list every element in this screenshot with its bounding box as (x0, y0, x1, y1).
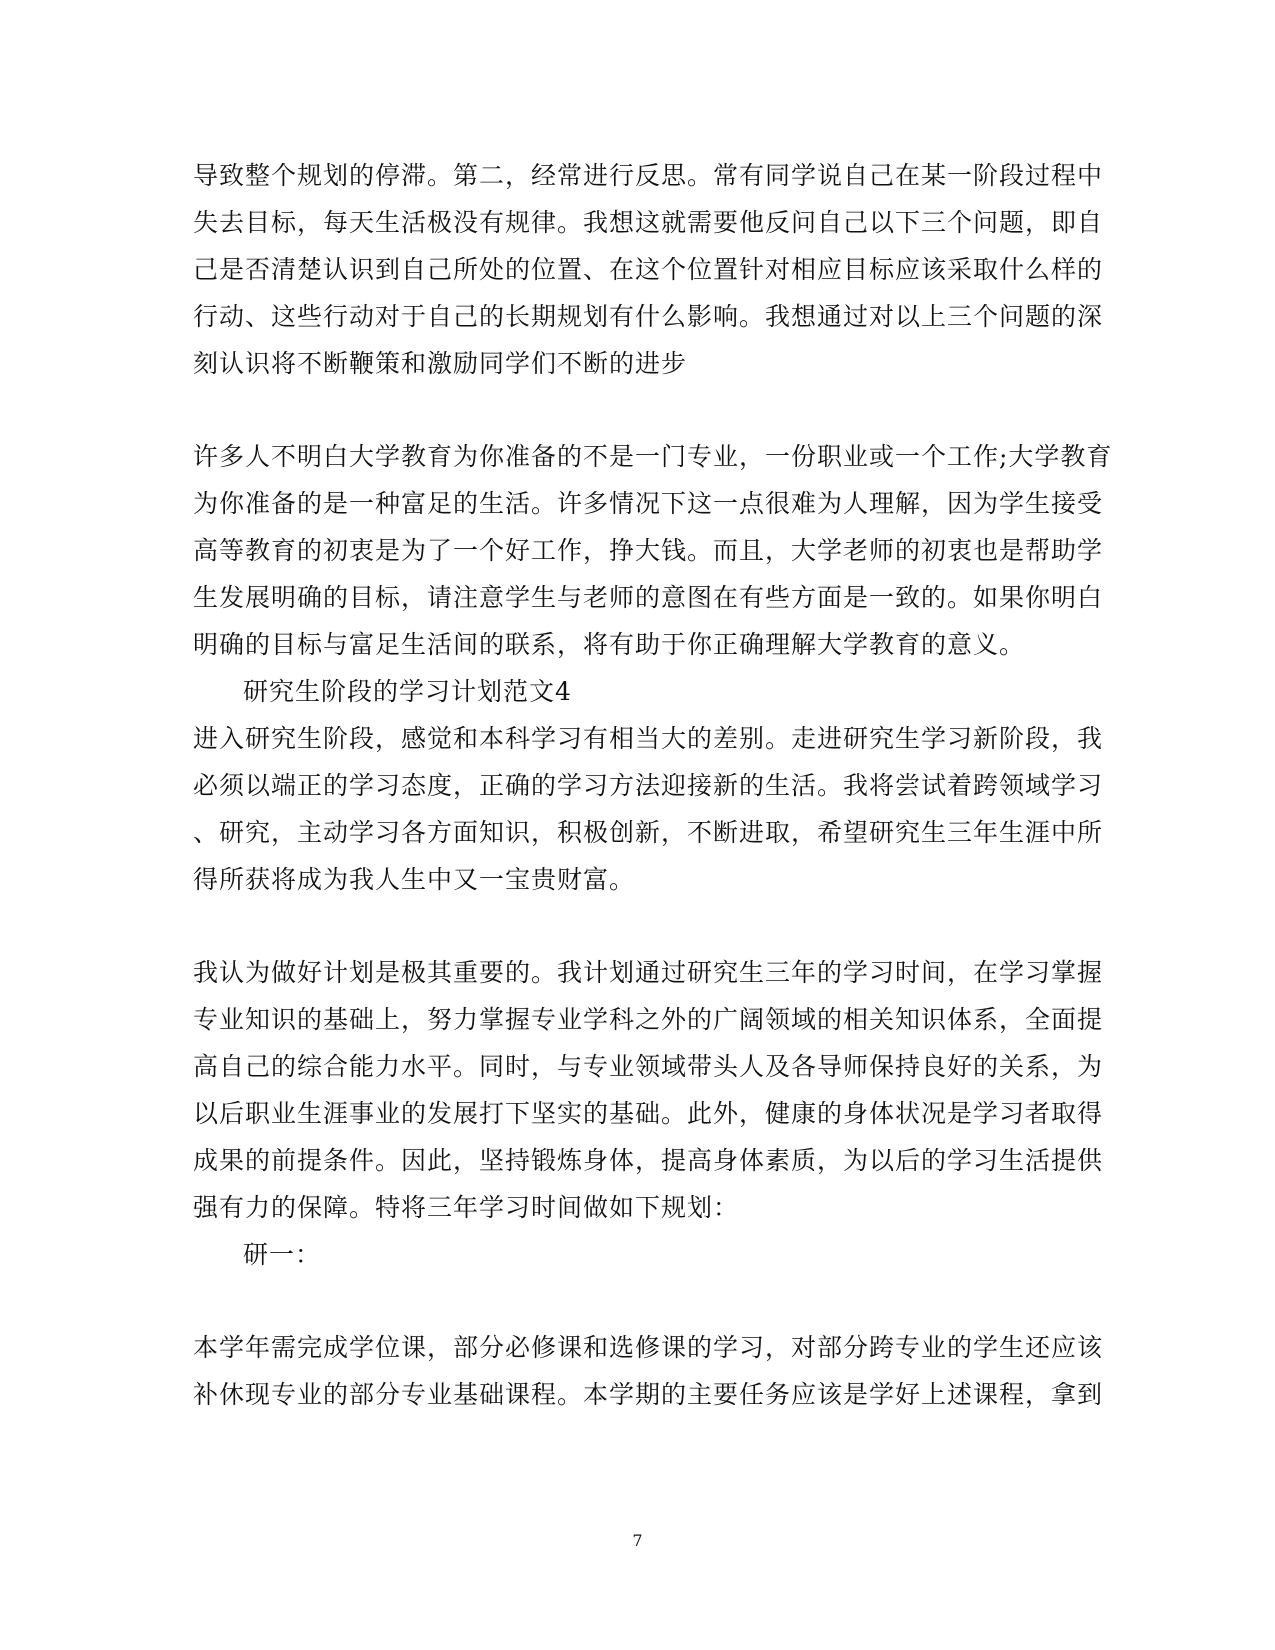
paragraph-line: 为你准备的是一种富足的生活。许多情况下这一点很难为人理解，因为学生接受 (193, 489, 1104, 518)
paragraph-line: 生发展明确的目标，请注意学生与老师的意图在有些方面是一致的。如果你明白 (193, 583, 1104, 612)
paragraph-line: 高等教育的初衷是为了一个好工作，挣大钱。而且，大学老师的初衷也是帮助学 (193, 536, 1104, 565)
paragraph-line: 高自己的综合能力水平。同时，与专业领域带头人及各导师保持良好的关系，为 (193, 1052, 1104, 1081)
section-heading: 研一： (243, 1240, 322, 1269)
paragraph-line: 行动、这些行动对于自己的长期规划有什么影响。我想通过对以上三个问题的深 (193, 302, 1104, 331)
page-number: 7 (632, 1531, 643, 1550)
section-heading: 研究生阶段的学习计划范文4 (243, 677, 572, 706)
paragraph-line: 补休现专业的部分专业基础课程。本学期的主要任务应该是学好上述课程，拿到 (193, 1380, 1104, 1409)
paragraph-line: 许多人不明白大学教育为你准备的不是一门专业，一份职业或一个工作;大学教育 (193, 442, 1113, 471)
paragraph-line: 成果的前提条件。因此，坚持锻炼身体，提高身体素质，为以后的学习生活提供 (193, 1146, 1104, 1175)
paragraph-line: 强有力的保障。特将三年学习时间做如下规划： (193, 1193, 740, 1222)
paragraph-line: 导致整个规划的停滞。第二，经常进行反思。常有同学说自己在某一阶段过程中 (193, 161, 1104, 190)
paragraph-line: 专业知识的基础上，努力掌握专业学科之外的广阔领域的相关知识体系，全面提 (193, 1005, 1104, 1034)
paragraph-line: 进入研究生阶段，感觉和本科学习有相当大的差别。走进研究生学习新阶段，我 (193, 724, 1104, 753)
paragraph-line: 得所获将成为我人生中又一宝贵财富。 (193, 865, 636, 894)
paragraph-line: 我认为做好计划是极其重要的。我计划通过研究生三年的学习时间，在学习掌握 (193, 958, 1104, 987)
paragraph-line: 、研究，主动学习各方面知识，积极创新，不断进取，希望研究生三年生涯中所 (193, 818, 1104, 847)
paragraph-line: 己是否清楚认识到自己所处的位置、在这个位置针对相应目标应该采取什么样的 (193, 255, 1104, 284)
paragraph-line: 失去目标，每天生活极没有规律。我想这就需要他反问自己以下三个问题，即自 (193, 208, 1104, 237)
paragraph-line: 本学年需完成学位课，部分必修课和选修课的学习，对部分跨专业的学生还应该 (193, 1333, 1104, 1362)
paragraph-line: 刻认识将不断鞭策和激励同学们不断的进步 (193, 349, 688, 378)
paragraph-line: 必须以端正的学习态度，正确的学习方法迎接新的生活。我将尝试着跨领域学习 (193, 771, 1104, 800)
paragraph-line: 明确的目标与富足生活间的联系，将有助于你正确理解大学教育的意义。 (193, 630, 1026, 659)
paragraph-line: 以后职业生涯事业的发展打下坚实的基础。此外，健康的身体状况是学习者取得 (193, 1099, 1104, 1128)
